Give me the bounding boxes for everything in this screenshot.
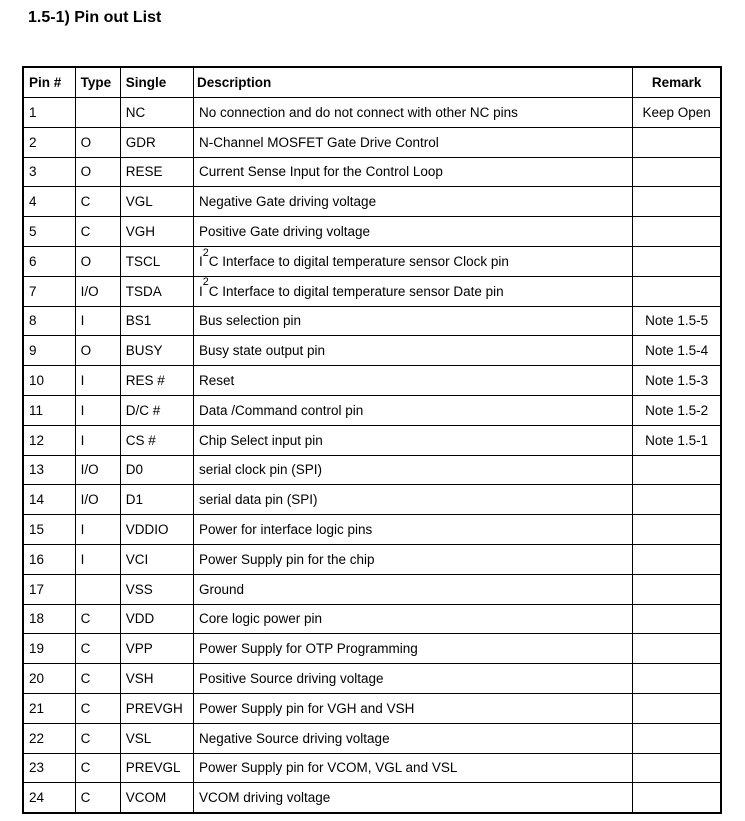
table-row [23,425,721,455]
table-row [23,217,721,247]
table-row [23,98,721,128]
superscript-text: 2 [202,276,209,289]
cell-type: C [75,783,120,813]
cell-single: CS # [120,425,193,455]
cell-single: VCI [120,544,193,574]
cell-description: Reset [193,366,632,396]
cell-description: serial data pin (SPI) [193,485,632,515]
cell-description: Negative Source driving voltage [193,723,632,753]
cell-single: GDR [120,127,193,157]
cell-remark [633,455,721,485]
cell-pin: 14 [23,485,75,515]
cell-single: VDD [120,604,193,634]
cell-remark: Note 1.5-4 [633,336,721,366]
table-row [23,395,721,425]
superscript-text: 2 [202,246,209,259]
cell-remark [633,693,721,723]
column-header-pin: Pin # [23,67,75,98]
cell-pin: 2 [23,127,75,157]
cell-remark [633,515,721,545]
cell-single: VDDIO [120,515,193,545]
cell-pin: 22 [23,723,75,753]
cell-single: RESE [120,157,193,187]
pinout-table [22,66,722,814]
cell-single: VSS [120,574,193,604]
cell-pin: 6 [23,246,75,276]
table-row [23,336,721,366]
cell-remark [633,574,721,604]
cell-pin: 13 [23,455,75,485]
cell-type [75,574,120,604]
cell-pin: 7 [23,276,75,306]
table-header-row [23,67,721,98]
cell-remark: Note 1.5-2 [633,395,721,425]
cell-type: I [75,366,120,396]
table-row [23,187,721,217]
cell-remark: Keep Open [633,98,721,128]
cell-pin: 8 [23,306,75,336]
table-row [23,753,721,783]
cell-type: O [75,246,120,276]
cell-description: Data /Command control pin [193,395,632,425]
cell-description: Bus selection pin [193,306,632,336]
cell-description: Power for interface logic pins [193,515,632,545]
cell-single: D0 [120,455,193,485]
table-row [23,276,721,306]
cell-single: VSH [120,664,193,694]
cell-single: TSDA [120,276,193,306]
cell-type: C [75,187,120,217]
cell-description: No connection and do not connect with other NC pins [193,98,632,128]
cell-description: Power Supply pin for VGH and VSH [193,693,632,723]
cell-remark: Note 1.5-1 [633,425,721,455]
cell-pin: 23 [23,753,75,783]
table-row [23,693,721,723]
cell-remark [633,664,721,694]
cell-remark [633,634,721,664]
cell-description: Core logic power pin [193,604,632,634]
cell-description: Positive Gate driving voltage [193,217,632,247]
cell-single: NC [120,98,193,128]
cell-type: O [75,157,120,187]
cell-pin: 3 [23,157,75,187]
cell-single: BS1 [120,306,193,336]
cell-type: C [75,693,120,723]
cell-type: C [75,753,120,783]
table-row [23,366,721,396]
cell-description: Chip Select input pin [193,425,632,455]
cell-remark [633,604,721,634]
table-body [23,98,721,814]
cell-description: Ground [193,574,632,604]
cell-type: C [75,217,120,247]
cell-type: C [75,664,120,694]
cell-single: PREVGL [120,753,193,783]
table-row [23,574,721,604]
column-header-single: Single [120,67,193,98]
cell-type: I/O [75,276,120,306]
cell-pin: 16 [23,544,75,574]
table-row [23,723,721,753]
cell-description: Positive Source driving voltage [193,664,632,694]
cell-type: I [75,395,120,425]
cell-type: I/O [75,485,120,515]
cell-single: VSL [120,723,193,753]
table-row [23,455,721,485]
cell-remark [633,157,721,187]
cell-remark [633,753,721,783]
cell-single: BUSY [120,336,193,366]
cell-single: D1 [120,485,193,515]
cell-remark [633,485,721,515]
table-row [23,157,721,187]
cell-remark [633,217,721,247]
cell-remark: Note 1.5-5 [633,306,721,336]
cell-pin: 20 [23,664,75,694]
cell-type: I [75,306,120,336]
table-header [23,67,721,98]
cell-pin: 19 [23,634,75,664]
cell-single: VGL [120,187,193,217]
cell-type: C [75,634,120,664]
table-row [23,127,721,157]
cell-pin: 18 [23,604,75,634]
cell-single: VGH [120,217,193,247]
cell-type: C [75,604,120,634]
cell-single: VPP [120,634,193,664]
table-row [23,634,721,664]
cell-type: O [75,127,120,157]
cell-single: PREVGH [120,693,193,723]
cell-pin: 10 [23,366,75,396]
cell-type: O [75,336,120,366]
cell-type [75,98,120,128]
cell-description: VCOM driving voltage [193,783,632,813]
table-row [23,515,721,545]
table-row [23,783,721,813]
cell-single: D/C # [120,395,193,425]
cell-description: $I^2C$ Interface to digital temperature sensor Clock pin [193,246,632,276]
cell-single: TSCL [120,246,193,276]
cell-description: serial clock pin (SPI) [193,455,632,485]
cell-pin: 5 [23,217,75,247]
table-row [23,664,721,694]
cell-pin: 1 [23,98,75,128]
cell-type: I/O [75,455,120,485]
cell-description: Power Supply for OTP Programming [193,634,632,664]
cell-remark [633,544,721,574]
cell-type: I [75,515,120,545]
cell-description: Busy state output pin [193,336,632,366]
cell-remark: Note 1.5-3 [633,366,721,396]
cell-remark [633,246,721,276]
table-row [23,306,721,336]
cell-description: Power Supply pin for the chip [193,544,632,574]
cell-pin: 24 [23,783,75,813]
cell-description: Current Sense Input for the Control Loop [193,157,632,187]
cell-remark [633,783,721,813]
table-row [23,604,721,634]
cell-type: I [75,425,120,455]
cell-description: $I^2C$ Interface to digital temperature sensor Date pin [193,276,632,306]
column-header-remark: Remark [633,67,721,98]
cell-description: N-Channel MOSFET Gate Drive Control [193,127,632,157]
cell-description: Power Supply pin for VCOM, VGL and VSL [193,753,632,783]
cell-remark [633,127,721,157]
cell-remark [633,276,721,306]
table-row [23,544,721,574]
cell-pin: 12 [23,425,75,455]
cell-pin: 9 [23,336,75,366]
cell-remark [633,187,721,217]
column-header-description: Description [193,67,632,98]
cell-type: I [75,544,120,574]
cell-remark [633,723,721,753]
cell-pin: 4 [23,187,75,217]
cell-single: VCOM [120,783,193,813]
page-title: 1.5-1) Pin out List [28,9,162,26]
cell-pin: 21 [23,693,75,723]
cell-pin: 15 [23,515,75,545]
column-header-type: Type [75,67,120,98]
table-row [23,485,721,515]
cell-pin: 11 [23,395,75,425]
cell-description: Negative Gate driving voltage [193,187,632,217]
table-row [23,246,721,276]
cell-pin: 17 [23,574,75,604]
cell-single: RES # [120,366,193,396]
cell-type: C [75,723,120,753]
